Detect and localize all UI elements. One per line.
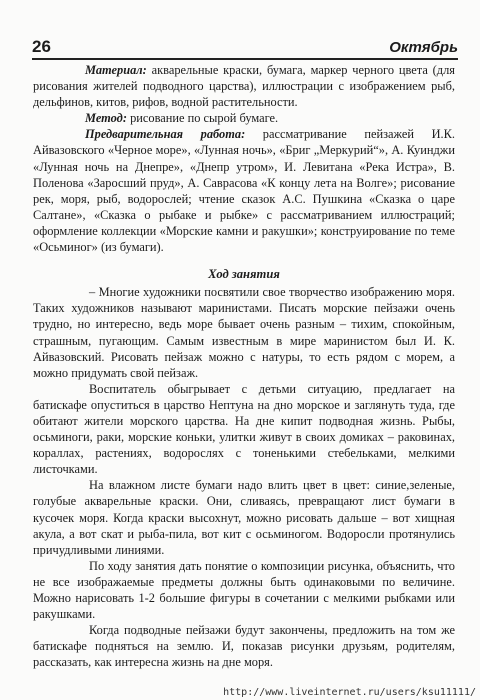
body-paragraph-5: Когда подводные пейзажи будут закончены, предложить на том же батискафе подняться на землю. И, показав рисунки друзьям, родителям, рассказать, как интересна жизнь на дне моря. bbox=[33, 623, 455, 670]
material-text: акварельные краски, бумага, маркер черного цвета (для рисования жителей подводного царства), иллюстрации с изображением рыб, дельфинов, китов, рифов, водной растительности. bbox=[33, 63, 455, 110]
material-paragraph bbox=[33, 62, 455, 110]
page-body bbox=[33, 62, 455, 670]
material-label: Материал: bbox=[85, 63, 147, 77]
header-rule bbox=[32, 58, 458, 60]
section-heading: Ход занятия bbox=[208, 267, 280, 282]
body-paragraph-1: – Многие художники посвятили свое творчество изображению моря. Таких художников называют маринистами. Писать морские пейзажи очень трудно, но интересно, ведь море бывает очень разным – тихим, спокойным, страшным, пугающим. Самым известным в мире маринистом был И. К. Айвазовский. Рисовать пейзаж можно с натуры, то есть рядом с морем, а можно придумать свой пейзаж. bbox=[33, 285, 455, 380]
prework-paragraph bbox=[33, 126, 455, 255]
page-header bbox=[32, 37, 458, 59]
body-paragraph-2: Воспитатель обыгрывает с детьми ситуацию, предлагает на батискафе опуститься в царство Нептуна на дно морское и заглянуть туда, где обитают жители морского царства. На дне кипит подводная жизнь. Рыбы, осьминоги, раки, морские коньки, улитки живут в своих домиках – раковинах, кораллах, растениях, водорослях с тоненькими стебельками, мелкими листочками. bbox=[33, 381, 455, 477]
running-title-month: Октябрь bbox=[389, 39, 458, 56]
prework-text: рассматривание пейзажей И.К. Айвазовского «Черное море», «Лунная ночь», «Бриг „Меркурий“», А. Куинджи «Лунная ночь на Днепре», «Днепр утром», И. Левитана «Река Истра», В. Поленова «Заросший пруд», А. Саврасова «К концу лета на Волге»; рисование рек, моря, рыб, водорослей; чтение сказок А.С. Пушкина «Сказка о царе Салтане», «Сказка о рыбаке и рыбке» с рассматриванием иллюстраций; оформление коллекции «Морские камни и ракушки»; конструирование по теме «Осьминог» (из бумаги). bbox=[33, 127, 455, 255]
prework-label: Предварительная работа: bbox=[85, 127, 246, 142]
body-paragraph-3: На влажном листе бумаги надо влить цвет в цвет: синие,зеленые, голубые акварельные краски. Они, сливаясь, превращают лист бумаги в кусочек моря. Когда краски высохнут, можно рисовать дальше – вот хищная акула, а вот скат и рыба-пила, вот кит с осьминогом. Водоросли протянулись причудливыми линиями. bbox=[33, 478, 455, 557]
method-text: рисование по сырой бумаге. bbox=[126, 111, 279, 126]
page-number: 26 bbox=[32, 37, 51, 56]
method-paragraph bbox=[33, 110, 455, 126]
method-label: Метод: bbox=[85, 111, 127, 126]
source-url-watermark: http://www.liveinternet.ru/users/ksu11111/ bbox=[223, 687, 476, 698]
body-paragraph-4: По ходу занятия дать понятие о композиции рисунка, объяснить, что не все изображаемые предметы должны быть одинаковыми по величине. Можно нарисовать 1-2 большие фигуры в сочетании с мелкими рыбками или ракушками. bbox=[33, 558, 455, 622]
